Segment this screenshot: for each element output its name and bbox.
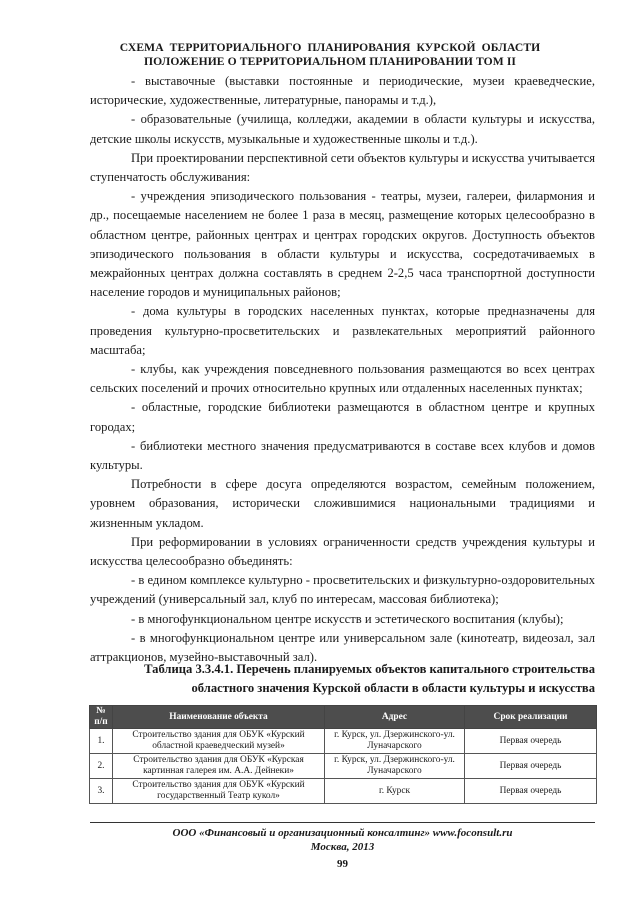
paragraph: - областные, городские библиотеки размещаются в областном центре и крупных городах; — [90, 400, 595, 434]
table-header-row — [90, 706, 597, 729]
paragraph: - образовательные (училища, колледжи, академии в области культуры и искусства, детские школы искусств, музыкальные и художественные школы и т.д.). — [90, 112, 595, 146]
paragraph: - выставочные (выставки постоянные и периодические, музеи краеведческие, исторические, художественные, литературные, панорамы и т.д.), — [90, 74, 595, 108]
table-caption-line: областного значения Курской области в области культуры и искусства — [191, 681, 595, 695]
objects-table — [89, 705, 597, 804]
row-address: г. Курск, ул. Дзержинского-ул. Луначарского — [325, 754, 465, 779]
footer-divider — [90, 822, 595, 823]
row-address: г. Курск — [325, 779, 465, 804]
table-row — [90, 779, 597, 804]
paragraph: - в многофункциональном центре или универсальном зале (кинотеатр, видеозал, зал аттракционов, музейно-выставочный зал). — [90, 630, 595, 665]
document-header-subtitle: ПОЛОЖЕНИЕ О ТЕРРИТОРИАЛЬНОМ ПЛАНИРОВАНИИ ТОМ II — [143, 55, 517, 68]
paragraph: - дома культуры в городских населенных пунктах, которые предназначены для проведения культурно-просветительских и развлекательных мероприятий районного масштаба; — [90, 304, 595, 357]
paragraph: - библиотеки местного значения предусматриваются в составе всех клубов и домов культуры. — [90, 438, 595, 473]
column-header-name: Наименование объекта — [113, 706, 325, 729]
footer-city-year: Москва, 2013 — [310, 841, 375, 853]
row-number: 1. — [90, 729, 113, 754]
table-caption-line: Таблица 3.3.4.1. Перечень планируемых объектов капитального строительства — [144, 662, 595, 676]
column-header-term: Срок реализации — [465, 706, 597, 729]
row-address: г. Курск, ул. Дзержинского-ул. Луначарского — [325, 729, 465, 754]
paragraph: Потребности в сфере досуга определяются возрастом, семейным положением, уровнем образования, исторически сложившимися национальными традициями и жизненным укладом. — [90, 477, 595, 530]
row-term: Первая очередь — [465, 779, 597, 804]
row-term: Первая очередь — [465, 754, 597, 779]
footer-company: ООО «Финансовый и организационный консалтинг» www.foconsult.ru — [172, 827, 513, 839]
row-object-name: Строительство здания для ОБУК «Курский областной краеведческий музей» — [113, 729, 325, 754]
paragraph: - в едином комплексе культурно - просветительских и физкультурно-оздоровительных учреждений (универсальный зал, клуб по интересам, массовая библиотека); — [90, 573, 595, 607]
table-caption — [90, 660, 595, 698]
table-row — [90, 729, 597, 754]
paragraph: - в многофункциональном центре искусств и эстетического воспитания (клубы); — [131, 611, 564, 626]
column-header-number: № п/п — [90, 706, 113, 729]
row-term: Первая очередь — [465, 729, 597, 754]
body-text — [90, 72, 595, 667]
table-row — [90, 754, 597, 779]
paragraph: При реформировании в условиях ограниченности средств учреждения культуры и искусства целесообразно объединять: — [90, 534, 595, 569]
document-header-title: СХЕМА ТЕРРИТОРИАЛЬНОГО ПЛАНИРОВАНИЯ КУРСКОЙ ОБЛАСТИ — [119, 41, 541, 54]
row-object-name: Строительство здания для ОБУК «Курская картинная галерея им. А.А. Дейнеки» — [113, 754, 325, 779]
paragraph: При проектировании перспективной сети объектов культуры и искусства учитывается ступенчатость обслуживания: — [90, 150, 595, 185]
row-number: 3. — [90, 779, 113, 804]
paragraph: - учреждения эпизодического пользования - театры, музеи, галереи, филармония и др., посещаемые населением не более 1 раза в месяц, размещение которых целесообразно в областном центре, районных центрах и центрах городских округов. Доступность объектов эпизодического пользования в области культуры и искусства, сосредотачиваемых в межрайонных центрах должна составлять в среднем 2-2,5 часа транспортной доступности население городов и муниципальных районов; — [90, 189, 595, 300]
column-header-address: Адрес — [325, 706, 465, 729]
paragraph: - клубы, как учреждения повседневного пользования размещаются во всех центрах сельских поселений и прочих относительно крупных или отдаленных населенных пунктах; — [90, 362, 595, 396]
row-object-name: Строительство здания для ОБУК «Курский государственный Театр кукол» — [113, 779, 325, 804]
page-number: 99 — [337, 858, 348, 870]
row-number: 2. — [90, 754, 113, 779]
